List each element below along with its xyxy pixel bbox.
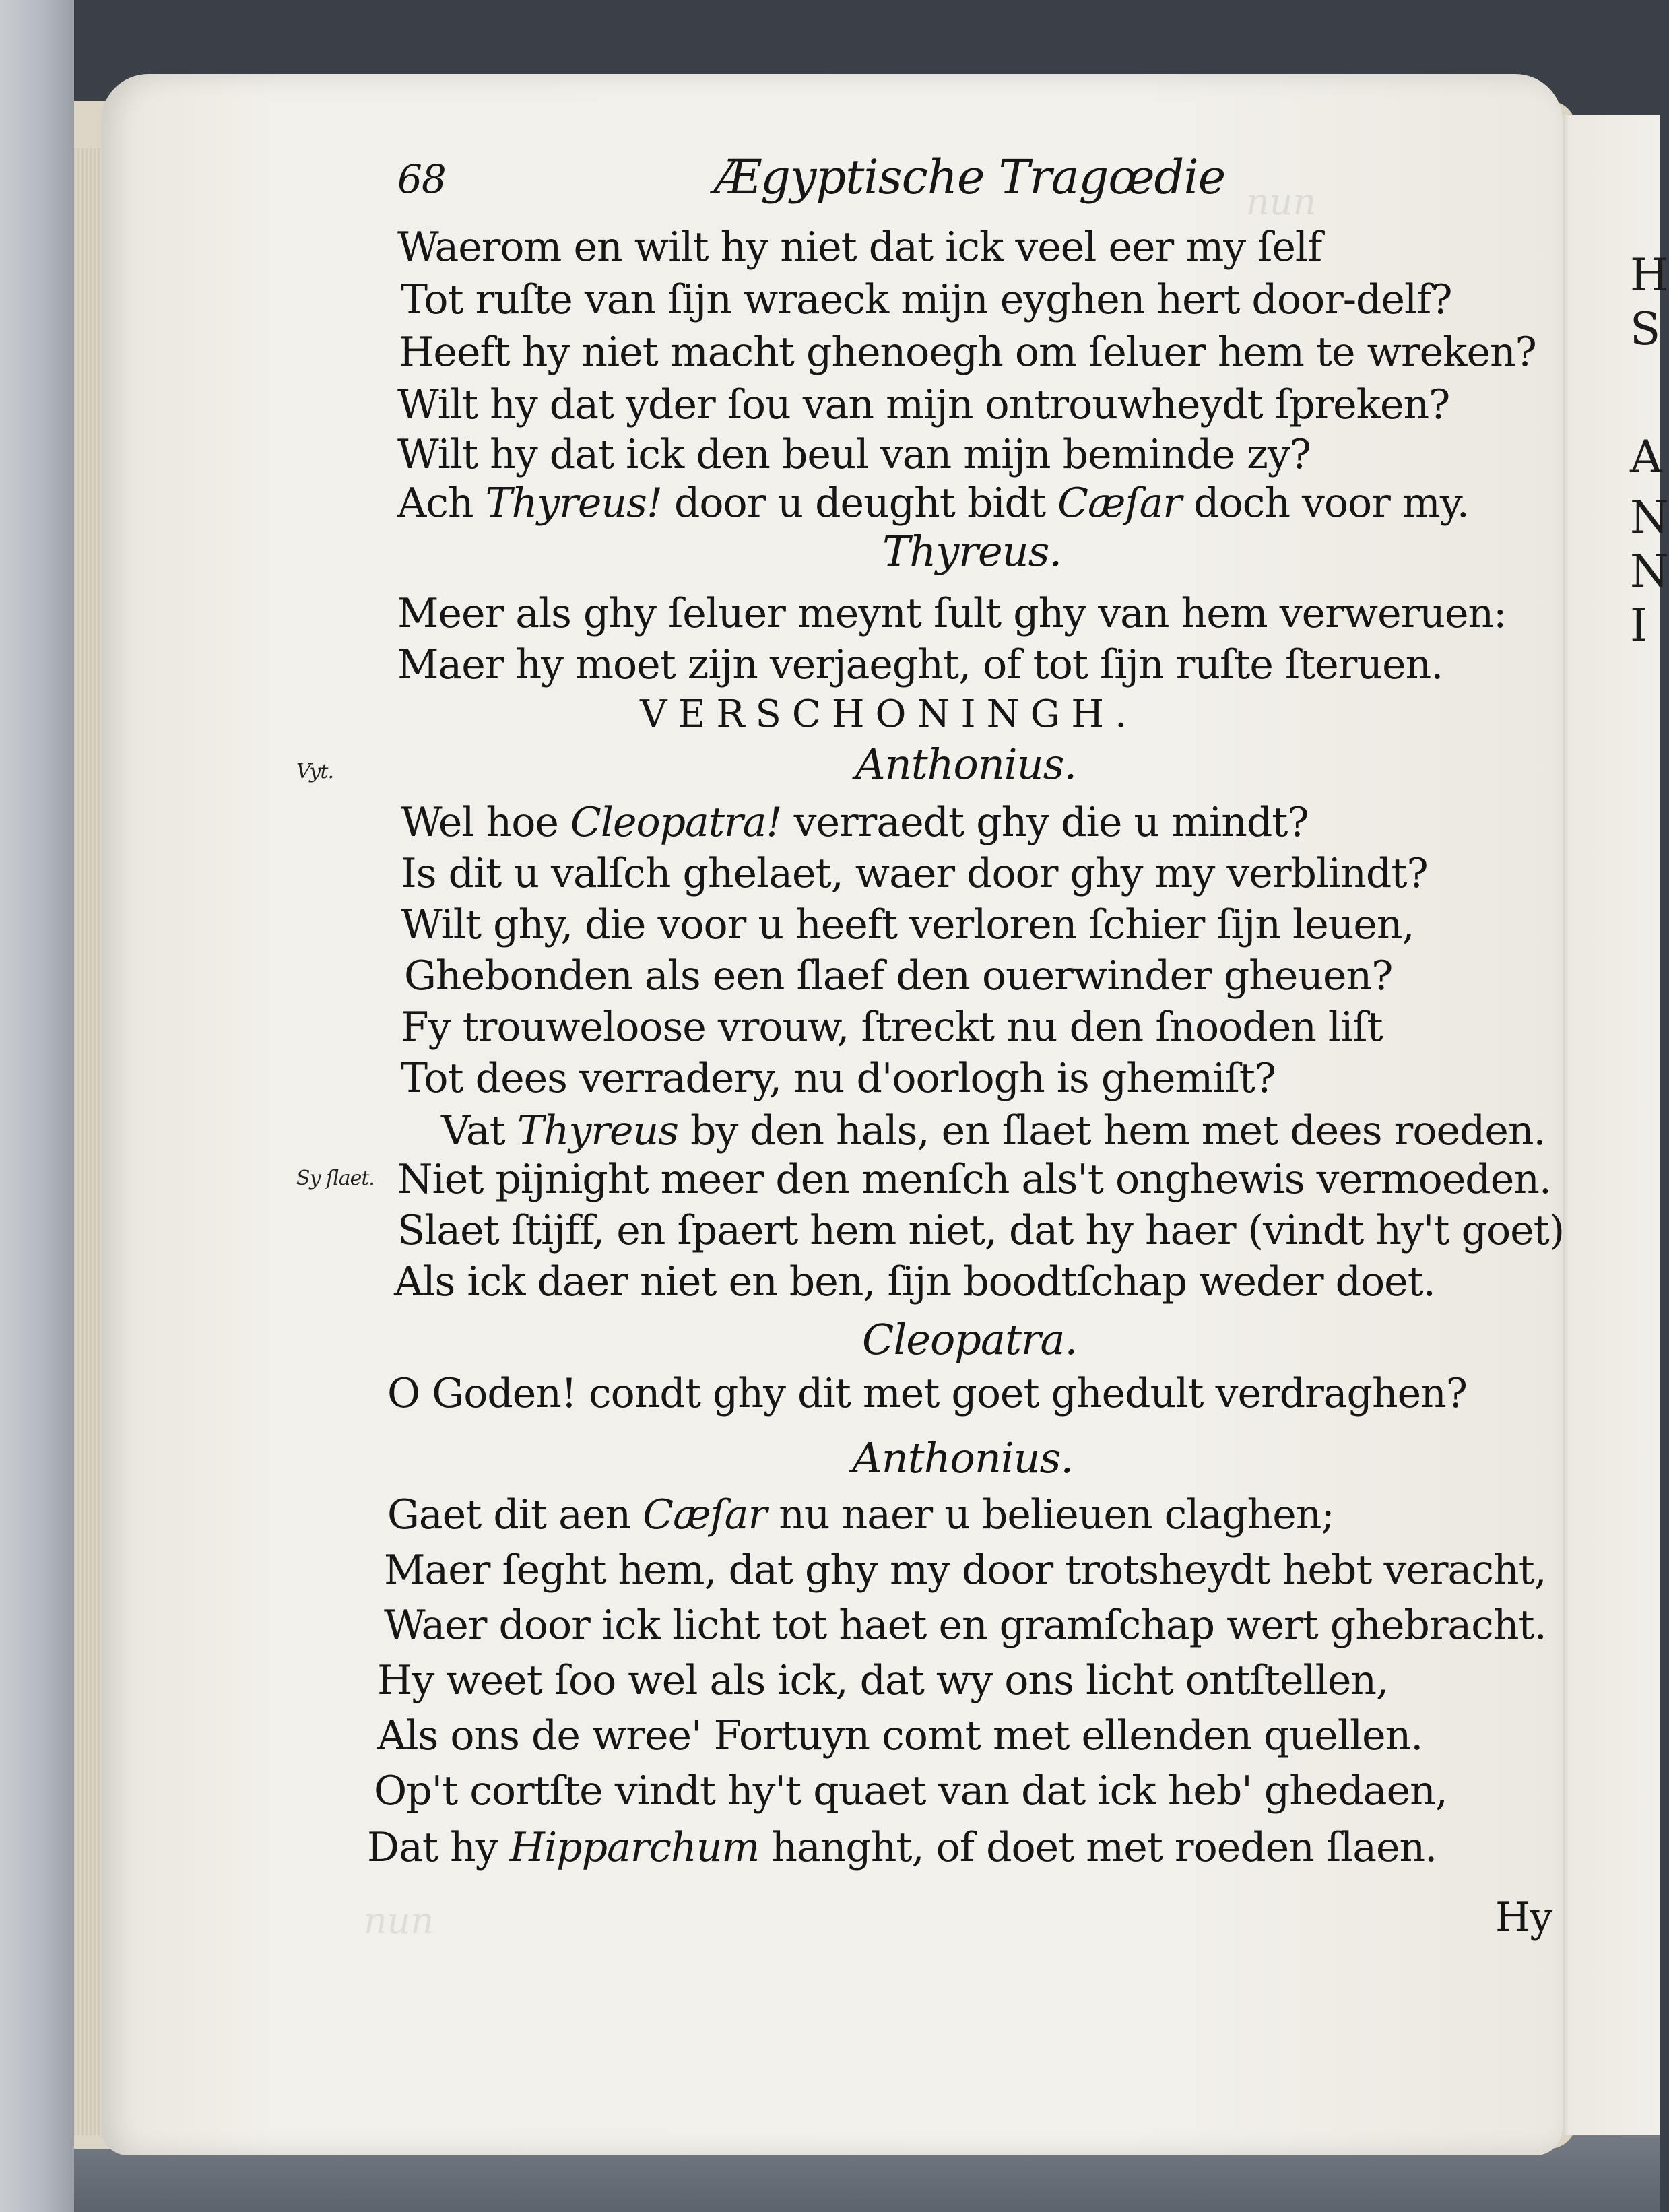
verse-line: Als ons de wree' Fortuyn comt met ellenden quellen.	[377, 1712, 1423, 1759]
speaker-name: Anthonius.	[855, 740, 1077, 789]
verse-line: Wel hoe Cleopatra! verraedt ghy die u mindt?	[401, 799, 1309, 846]
verse-line: Waer door ick licht tot haet en gramſchap wert ghebracht.	[384, 1602, 1546, 1649]
section-title: VERSCHONINGH.	[640, 692, 1138, 736]
verse-line: Op't cortſte vindt hy't quaet van dat ick heb' ghedaen,	[374, 1767, 1447, 1815]
left-cloth	[0, 0, 74, 2212]
facing-letter: N	[1630, 546, 1669, 597]
show-through-text: nun	[1246, 181, 1317, 223]
facing-letter: H	[1630, 249, 1669, 301]
verse-line: Tot dees verradery, nu d'oorlogh is ghemiſt?	[401, 1055, 1276, 1102]
verse-line: Gaet dit aen Cæſar nu naer u belieuen claghen;	[387, 1491, 1334, 1538]
verse-line: Dat hy Hipparchum hanght, of doet met roeden ſlaen.	[367, 1824, 1437, 1871]
verse-line: Is dit u valſch ghelaet, waer door ghy my verblindt?	[401, 850, 1428, 897]
facing-letter: S	[1630, 303, 1661, 355]
speaker-name: Thyreus.	[882, 527, 1062, 576]
verse-line: Wilt ghy, die voor u heeft verloren ſchier ſijn leuen,	[401, 901, 1414, 948]
running-title: Ægyptische Tragœdie	[714, 150, 1226, 205]
verse-line: Tot ruſte van ſijn wraeck mijn eyghen hert door-delf?	[401, 276, 1452, 323]
verse-line: Maer ſeght hem, dat ghy my door trotsheydt hebt veracht,	[384, 1547, 1546, 1594]
verse-line: Ghebonden als een ſlaef den ouerwinder gheuen?	[404, 952, 1393, 1000]
verse-line: Ach Thyreus! door u deught bidt Cæſar doch voor my.	[397, 480, 1469, 527]
show-through-text: nun	[364, 1899, 434, 1942]
speaker-name: Cleopatra.	[862, 1315, 1078, 1364]
verse-line: Als ick daer niet en ben, ſijn boodtſchap weder doet.	[394, 1258, 1435, 1305]
facing-letter: A	[1630, 431, 1662, 483]
verse-line: O Goden! condt ghy dit met goet ghedult verdraghen?	[387, 1370, 1467, 1417]
facing-page	[1549, 115, 1669, 2135]
speaker-name: Anthonius.	[852, 1433, 1074, 1483]
facing-letter: I	[1630, 599, 1648, 651]
verse-line: Slaet ſtijff, en ſpaert hem niet, dat hy haer (vindt hy't goet)	[397, 1207, 1565, 1254]
verse-line: Niet pijnight meer den menſch als't onghewis vermoeden.	[397, 1156, 1551, 1203]
verse-line: Meer als ghy ſeluer meynt ſult ghy van hem verweruen:	[397, 590, 1507, 637]
facing-letter: N	[1630, 492, 1669, 544]
page-number: 68	[397, 156, 446, 202]
verse-line: Maer hy moet zijn verjaeght, of tot ſijn ruſte ſteruen.	[397, 641, 1443, 688]
verse-line: Heeft hy niet macht ghenoegh om ſeluer hem te wreken?	[399, 329, 1536, 376]
verse-line: Fy trouweloose vrouw, ſtreckt nu den ſnooden liſt	[401, 1004, 1383, 1051]
verse-line: Hy weet ſoo wel als ick, dat wy ons licht ontſtellen,	[377, 1657, 1389, 1704]
stage-direction: Vat Thyreus by den hals, en ſlaet hem met dees roeden.	[441, 1107, 1546, 1154]
verse-line: Waerom en wilt hy niet dat ick veel eer my ſelf	[397, 224, 1322, 271]
margin-note: Sy ſlaet.	[296, 1167, 374, 1190]
verse-line: Wilt hy dat yder ſou van mijn ontrouwheydt ſpreken?	[397, 381, 1450, 428]
catchword: Hy	[1495, 1894, 1552, 1941]
verse-line: Wilt hy dat ick den beul van mijn beminde zy?	[397, 431, 1311, 478]
margin-note: Vyt.	[296, 760, 333, 783]
